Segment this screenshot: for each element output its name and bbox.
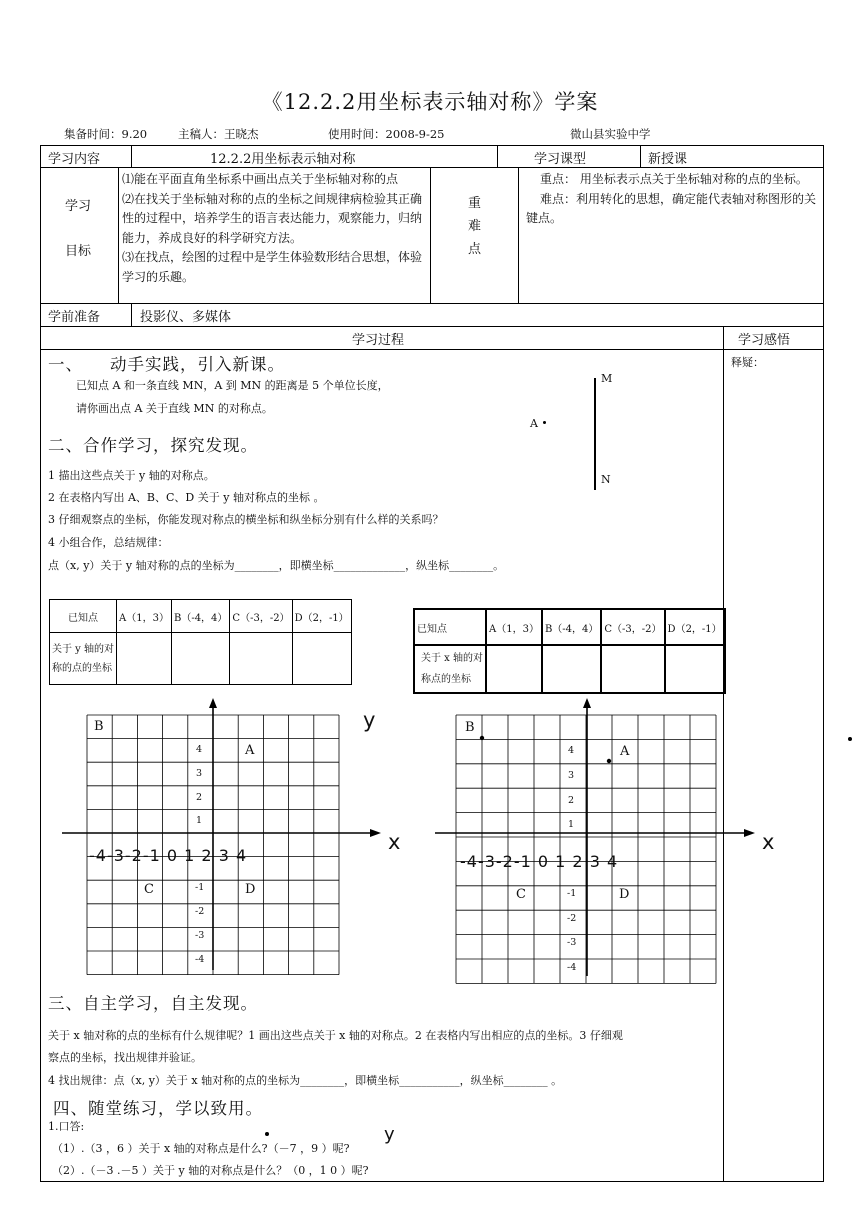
table-x-header-1: A（1，3） (486, 609, 542, 645)
difficult-point: 难点：利用转化的思想，确定能代表轴对称图形的关键点。 (526, 191, 817, 225)
table-y-row-label-2: 称的点的坐标 (52, 662, 112, 674)
objective-3: ⑶在找点，绘图的过程中是学生体验数形结合思想，体验学习的乐趣。 (122, 250, 423, 284)
section4-heading: 四、随堂练习，学以致用。 (53, 1099, 263, 1118)
grid-right-ytick-1: 1 (568, 819, 575, 830)
grid-left-x-arrow (370, 829, 381, 837)
table-y-header-3: C（-3，-2） (230, 600, 292, 633)
table-y-header-2: B（-4，4） (171, 600, 229, 633)
type-label: 学习课型 (534, 152, 587, 167)
prep-time: 集备时间：9.20 (64, 127, 148, 141)
doubt-label: 释疑： (731, 356, 764, 369)
school: 微山县实验中学 (570, 127, 651, 141)
grid-right-point-b: B (465, 720, 475, 735)
grid-right-point-a: A (620, 744, 630, 759)
table-y-header-1: A（1，3） (117, 600, 172, 633)
grid-right-ytick-2: 2 (568, 795, 575, 806)
section4-question-1: （1）.（3 ，6 ）关于 x 轴的对称点是什么?（－7 ，9 ）呢? (52, 1142, 350, 1155)
stray-dot-right (848, 737, 852, 741)
stray-dot-bottom (265, 1132, 269, 1136)
grid-right-x-arrow (744, 829, 755, 837)
section1-line-2: 请你画出点 A 关于直线 MN 的对称点。 (76, 402, 273, 415)
grid-right-ytick-neg4: -4 (567, 962, 577, 973)
content-value: 12.2.2用坐标表示轴对称 (210, 152, 356, 167)
section3-heading: 三、自主学习，自主发现。 (48, 994, 258, 1013)
grid-right-point-a-dot (607, 759, 611, 763)
grid-right-point-c: C (516, 887, 526, 902)
grid-left-y-arrow (209, 698, 217, 708)
section1-heading: 动手实践，引入新课。 (110, 355, 285, 374)
grid-right-y-arrow (583, 698, 591, 708)
section1-line-1: 已知点 A 和一条直线 MN，A 到 MN 的距离是 5 个单位长度， (76, 379, 389, 392)
grid-right-ytick-neg1: -1 (567, 888, 577, 899)
point-a-label: A (530, 417, 538, 430)
table-x-header-2: B（-4，4） (542, 609, 601, 645)
section1-num: 一、 (48, 355, 83, 374)
table-x-header-0: 已知点 (414, 609, 486, 645)
key-point: 重点： 用坐标表示点关于坐标轴对称的点的坐标。 (540, 172, 808, 186)
section3-para-1: 关于 x 轴对称的点的坐标有什么规律呢？1 画出这些点关于 x 轴的对称点。2 在表格内写出相应的点的坐标。3 仔细观 (48, 1029, 623, 1042)
grid-left-ytick-neg2: -2 (195, 906, 205, 917)
section2-step-1: 1 描出这些点关于 y 轴的对称点。 (48, 469, 215, 482)
prep-value: 投影仪、多媒体 (140, 310, 232, 325)
grid-left-ytick-neg3: -3 (195, 930, 205, 941)
grid-right-ytick-neg2: -2 (567, 913, 577, 924)
grid-right (456, 715, 716, 983)
table-y-header-0: 已知点 (50, 600, 117, 633)
point-m-label: M (601, 372, 613, 385)
content-label: 学习内容 (48, 152, 101, 167)
type-value: 新授课 (648, 152, 688, 167)
process-header: 学习过程 (352, 333, 405, 348)
objective-2: ⑵在找关于坐标轴对称的点的坐标之间规律病检验其正确性的过程中，培养学生的语言表达能力，观察能力，归纳能力，养成良好的科学研究方法。 (122, 191, 423, 245)
grid-left-ytick-neg1: -1 (195, 882, 205, 893)
use-time: 使用时间：2008-9-25 (328, 127, 445, 141)
section2-step-3: 3 仔细观察点的坐标，你能发现对称点的横坐标和纵坐标分别有什么样的关系吗？ (48, 513, 444, 526)
grid-left-ytick-neg4: -4 (195, 954, 205, 965)
page-title: 《12.2.2用坐标表示轴对称》学案 (261, 90, 599, 114)
keypoints-label-3: 点 (468, 242, 482, 257)
grid-right-ytick-3: 3 (568, 770, 575, 781)
grid-left-point-b: B (94, 719, 104, 734)
keypoints-label-2: 难 (468, 219, 482, 234)
section2-step-2: 2 在表格内写出 A、B、C、D 关于 y 轴对称点的坐标 。 (48, 491, 325, 504)
section2-step-4: 4 小组合作，总结规律： (48, 536, 169, 549)
grid-left-x-ticks: -4-3-2-1 0 1 2 3 4 (89, 846, 248, 865)
grid-left-y-label: y (363, 708, 376, 732)
table-x-row-label-2: 称点的坐标 (421, 674, 471, 685)
table-x-header-3: C（-3，-2） (601, 609, 664, 645)
author: 主稿人：王晓杰 (178, 127, 259, 141)
stray-y-label: y (384, 1124, 395, 1145)
table-x-header-4: D（2，-1） (665, 609, 725, 645)
grid-left-point-d: D (245, 882, 256, 897)
section4-question-title: 1.口答: (48, 1120, 85, 1133)
grid-left-ytick-4: 4 (196, 744, 203, 755)
grid-left-ytick-1: 1 (196, 815, 203, 826)
objective-1: ⑴能在平面直角坐标系中画出点关于坐标轴对称的点 (122, 172, 399, 186)
grid-left-point-a: A (245, 743, 255, 758)
grid-right-x-label: x (762, 830, 775, 854)
grid-right-ytick-neg3: -3 (567, 937, 577, 948)
feeling-header: 学习感悟 (738, 333, 791, 348)
point-n-label: N (601, 473, 611, 486)
objectives-label-1: 学习 (65, 199, 92, 214)
grid-right-point-d: D (619, 887, 630, 902)
grid-left-point-c: C (144, 882, 154, 897)
keypoints-label-1: 重 (468, 196, 482, 211)
grid-right-point-b-dot (480, 736, 484, 740)
prep-label: 学前准备 (48, 310, 101, 325)
grid-right-x-ticks: -4-3-2-1 0 1 2 3 4 (460, 852, 619, 871)
grid-left-ytick-2: 2 (196, 792, 203, 803)
section3-rule: 4 找出规律：点（x, y）关于 x 轴对称的点的坐标为________，即横坐标___________，纵坐标________ 。 (48, 1074, 563, 1087)
table-y-row-label-1: 关于 y 轴的对 (52, 643, 115, 655)
table-y-header-4: D（2，-1） (292, 600, 351, 633)
section3-para-2: 察点的坐标，找出规律并验证。 (48, 1051, 202, 1064)
grid-left-x-label: x (388, 830, 401, 854)
section4-question-2: （2）.（－3 .－5 ）关于 y 轴的对称点是什么？（0 ，1 0 ）呢? (52, 1164, 369, 1177)
section2-heading: 二、合作学习，探究发现。 (48, 436, 258, 455)
grid-left-ytick-3: 3 (196, 768, 203, 779)
objectives-label-2: 目标 (65, 244, 92, 259)
table-x-row-label-1: 关于 x 轴的对 (421, 653, 483, 664)
section2-rule: 点（x, y）关于 y 轴对称的点的坐标为________，即横坐标_____________，纵坐标________。 (48, 559, 505, 572)
grid-right-ytick-4: 4 (568, 745, 575, 756)
